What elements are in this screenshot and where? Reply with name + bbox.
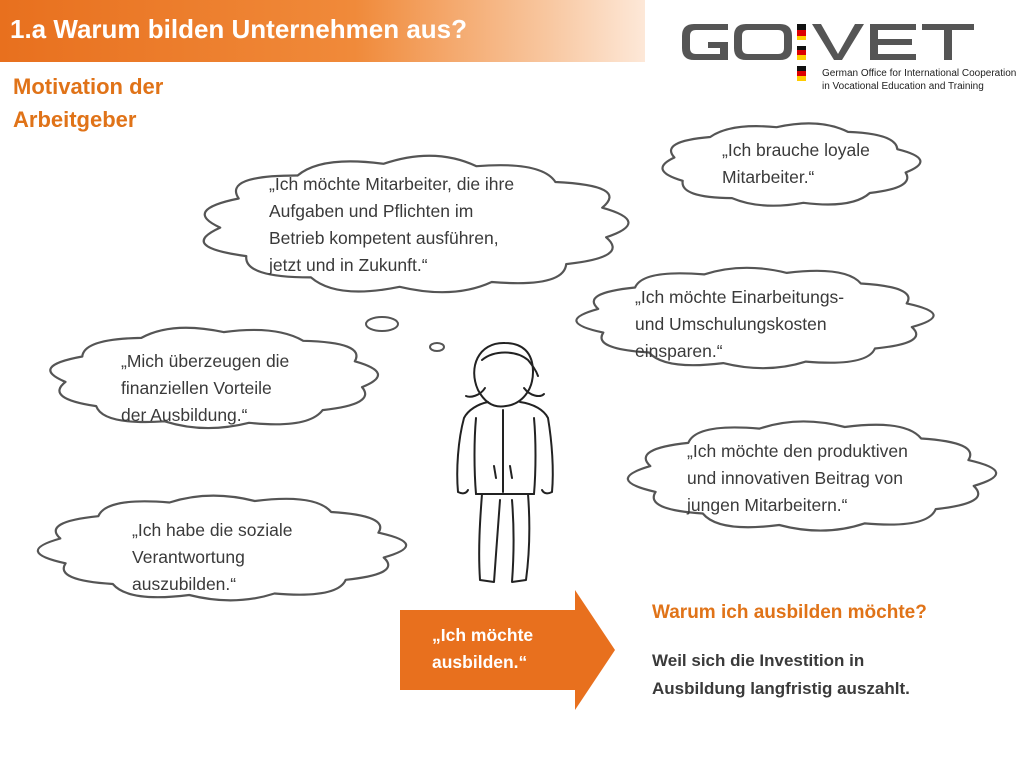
person-sketch-icon <box>455 338 555 588</box>
bubble-4-line-1: „Mich überzeugen die <box>121 351 290 371</box>
bubble-4-line-3: der Ausbildung.“ <box>121 405 248 425</box>
section-heading-line1: Motivation der <box>13 74 164 99</box>
thought-dot-large <box>366 317 398 331</box>
bubble-5-line-1: „Ich möchte den produktiven <box>687 441 908 461</box>
bubble-1-line-4: jetzt und in Zukunft.“ <box>269 255 428 275</box>
bubble-text-5 <box>687 438 908 519</box>
person-line <box>512 494 529 582</box>
bubble-3-line-2: und Umschulungskosten <box>635 314 827 334</box>
bubble-6-line-1: „Ich habe die soziale <box>132 520 293 540</box>
conclusion-line2: Ausbildung langfristig auszahlt. <box>652 679 910 698</box>
arrow-text-line1: „Ich möchte <box>432 625 534 645</box>
conclusion-line1: Weil sich die Investition in <box>652 651 865 670</box>
bubble-4-line-2: finanziellen Vorteile <box>121 378 272 398</box>
bubble-6-line-3: auszubilden.“ <box>132 574 237 594</box>
person-line <box>534 418 536 494</box>
person-line <box>479 494 500 582</box>
bubble-5-line-2: und innovativen Beitrag von <box>687 468 903 488</box>
bubble-1-line-1: „Ich möchte Mitarbeiter, die ihre <box>269 174 515 194</box>
bubble-text-3 <box>635 284 844 365</box>
bubble-5-line-3: jungen Mitarbeitern.“ <box>687 495 848 515</box>
bubble-1-line-2: Aufgaben und Pflichten im <box>269 201 474 221</box>
bubble-text-1 <box>269 171 514 279</box>
conclusion-answer <box>652 647 910 703</box>
page-title: 1.a Warum bilden Unternehmen aus? <box>10 14 468 44</box>
person-line <box>457 402 488 493</box>
bubble-2-line-1: „Ich brauche loyale <box>722 140 870 160</box>
thought-dot-small <box>430 343 444 351</box>
arrow-text-line2: ausbilden.“ <box>432 652 528 672</box>
bubble-text-4 <box>121 348 289 429</box>
bubble-2-line-2: Mitarbeiter.“ <box>722 167 815 187</box>
bubble-1-line-3: Betrieb kompetent ausführen, <box>269 228 499 248</box>
section-heading-line2: Arbeitgeber <box>13 107 137 132</box>
person-line <box>524 388 544 396</box>
bubble-text-2 <box>722 137 870 191</box>
logo-subtitle-line2: in Vocational Education and Training <box>822 81 984 92</box>
bubble-3-line-1: „Ich möchte Einarbeitungs- <box>635 287 845 307</box>
bubble-6-line-2: Verantwortung <box>132 547 245 567</box>
bubble-text-6 <box>132 517 293 598</box>
logo-subtitle-line1: German Office for International Cooperation <box>822 68 1017 79</box>
conclusion-heading: Warum ich ausbilden möchte? <box>652 602 927 623</box>
bubble-3-line-3: einsparen.“ <box>635 341 723 361</box>
arrow-text <box>432 622 533 676</box>
person-line <box>475 418 477 494</box>
